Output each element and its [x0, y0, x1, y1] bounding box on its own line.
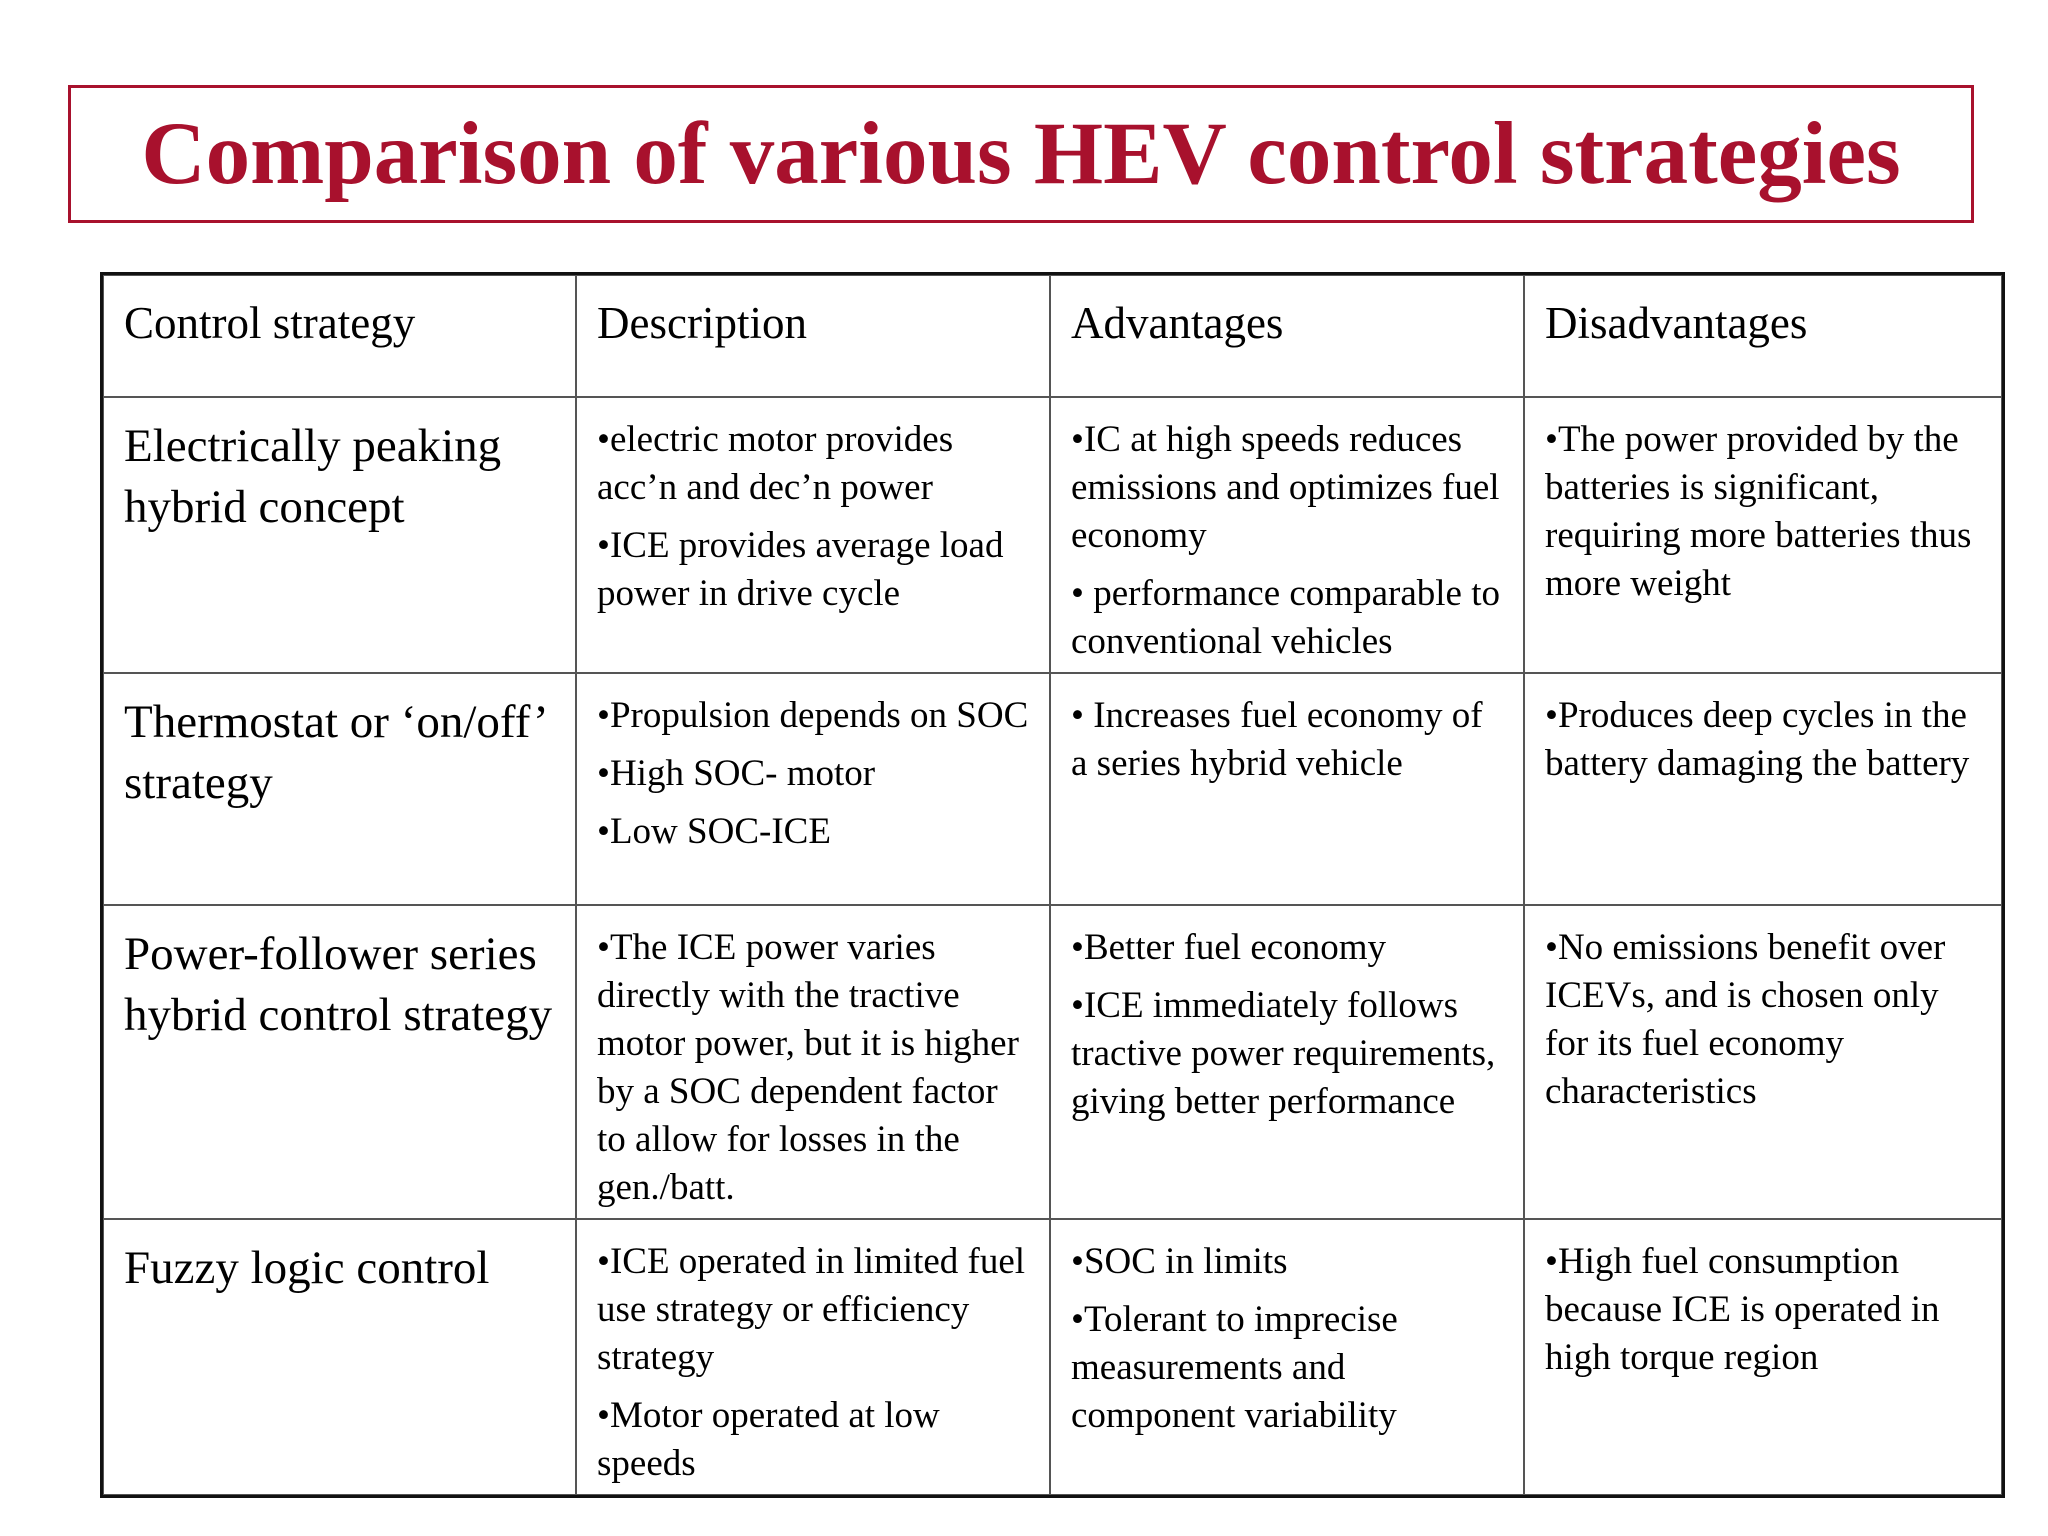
strategy-cell: [103, 905, 576, 1219]
advantages-cell: [1050, 397, 1524, 673]
strategy-cell: [103, 1219, 576, 1495]
disadvantage-item: •No emissions benefit over ICEVs, and is chosen only for its fuel economy characteristics: [1545, 927, 1946, 1112]
description-item: •The ICE power varies directly with the tractive motor power, but it is higher by a SOC dependent factor to allow for losses in the gen./batt.: [597, 927, 1019, 1208]
strategy-name: Fuzzy logic control: [124, 1242, 490, 1294]
advantages-cell: [1050, 905, 1524, 1219]
strategy-cell: [103, 673, 576, 905]
strategy-cell: [103, 397, 576, 673]
advantage-item: •Better fuel economy: [1071, 927, 1387, 968]
advantages-cell: [1050, 673, 1524, 905]
table-row: [103, 397, 2002, 673]
advantages-cell: [1050, 1219, 1524, 1495]
description-item: •ICE provides average load power in drive cycle: [597, 525, 1004, 614]
table-header-row: [103, 275, 2002, 397]
disadvantage-item: •Produces deep cycles in the battery damaging the battery: [1545, 695, 1970, 784]
table-row: [103, 905, 2002, 1219]
header-cell-description: Description: [576, 275, 1050, 397]
disadvantages-cell: [1524, 1219, 2002, 1495]
disadvantages-cell: [1524, 397, 2002, 673]
table-row: [103, 1219, 2002, 1495]
strategy-name: Thermostat or ‘on/off’ strategy: [124, 696, 546, 809]
description-cell: [576, 397, 1050, 673]
advantage-item: •SOC in limits: [1071, 1241, 1288, 1282]
disadvantages-cell: [1524, 673, 2002, 905]
description-cell: [576, 1219, 1050, 1495]
advantage-item: •Tolerant to imprecise measurements and component variability: [1071, 1299, 1398, 1436]
slide-title: Comparison of various HEV control strategies: [141, 104, 1901, 203]
disadvantages-cell: [1524, 905, 2002, 1219]
description-item: •Motor operated at low speeds: [597, 1395, 940, 1484]
description-item: •Low SOC-ICE: [597, 811, 831, 852]
strategy-name: Power-follower series hybrid control strategy: [124, 928, 553, 1041]
strategy-name: Electrically peaking hybrid concept: [124, 420, 502, 533]
header-cell-advantages: Advantages: [1050, 275, 1524, 397]
advantage-item: •IC at high speeds reduces emissions and optimizes fuel economy: [1071, 419, 1500, 556]
description-cell: [576, 673, 1050, 905]
comparison-table: [102, 274, 2003, 1496]
advantage-item: •ICE immediately follows tractive power requirements, giving better performance: [1071, 985, 1496, 1122]
description-item: •Propulsion depends on SOC: [597, 695, 1029, 736]
description-item: •High SOC- motor: [597, 753, 876, 794]
disadvantage-item: •High fuel consumption because ICE is operated in high torque region: [1545, 1241, 1940, 1378]
table-row: [103, 673, 2002, 905]
disadvantage-item: •The power provided by the batteries is significant, requiring more batteries thus more weight: [1545, 419, 1972, 604]
header-cell-disadvantages: Disadvantages: [1524, 275, 2002, 397]
header-cell-control-strategy: Control strategy: [103, 275, 576, 397]
advantage-item: • performance comparable to conventional vehicles: [1071, 573, 1500, 662]
slide-title-box: [68, 85, 1974, 223]
advantage-item: • Increases fuel economy of a series hybrid vehicle: [1071, 695, 1483, 784]
description-item: •electric motor provides acc’n and dec’n power: [597, 419, 954, 508]
description-item: •ICE operated in limited fuel use strategy or efficiency strategy: [597, 1241, 1026, 1378]
description-cell: [576, 905, 1050, 1219]
